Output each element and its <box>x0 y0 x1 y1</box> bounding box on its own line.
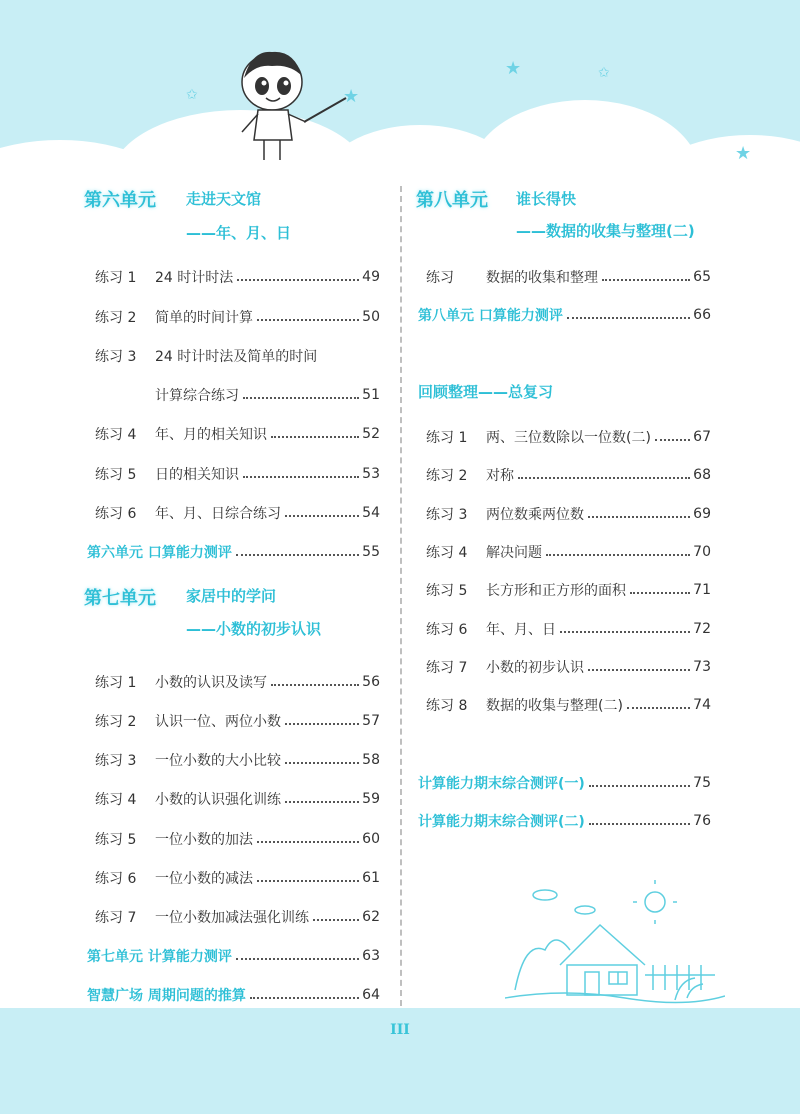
toc-row[interactable]: 练习 1 小数的认识及读写 56 <box>95 674 380 691</box>
star-icon: ✩ <box>598 65 610 81</box>
toc-row[interactable]: 练习 5 日的相关知识 53 <box>95 466 380 483</box>
unit6-subtitle: ——年、月、日 <box>186 224 292 242</box>
toc-row[interactable]: 练习 4 解决问题 70 <box>426 544 711 561</box>
column-divider <box>400 186 402 1006</box>
page-number: III <box>390 1022 410 1038</box>
boy-with-pointer-icon <box>222 40 352 170</box>
toc-row[interactable]: 练习 数据的收集和整理 65 <box>426 269 711 286</box>
toc-row[interactable]: 练习 5 长方形和正方形的面积 71 <box>426 582 711 599</box>
toc-row[interactable]: 练习 6 年、月、日综合练习 54 <box>95 505 380 522</box>
star-icon: ✩ <box>186 87 198 103</box>
unit7-title: 第七单元 <box>84 588 156 609</box>
toc-review-row[interactable]: 第七单元 计算能力测评 63 <box>87 948 380 965</box>
toc-row[interactable]: 练习 2 认识一位、两位小数 57 <box>95 713 380 730</box>
toc-row[interactable]: 练习 6 一位小数的减法 61 <box>95 870 380 887</box>
toc-review-row[interactable]: 第八单元 口算能力测评 66 <box>418 307 711 324</box>
unit8-title: 第八单元 <box>416 190 488 211</box>
unit8-subtitle: ——数据的收集与整理(二) <box>516 222 695 240</box>
toc-review-row[interactable]: 第六单元 口算能力测评 55 <box>87 544 380 561</box>
toc-row[interactable]: 练习 4 小数的认识强化训练 59 <box>95 791 380 808</box>
toc-row[interactable]: 练习 4 年、月的相关知识 52 <box>95 426 380 443</box>
unit7-name: 家居中的学问 <box>186 587 277 605</box>
toc-row[interactable]: 练习 2 简单的时间计算 50 <box>95 309 380 326</box>
toc-row[interactable]: 练习 1 两、三位数除以一位数(二) 67 <box>426 429 711 446</box>
toc-row[interactable]: 练习 6 年、月、日 72 <box>426 621 711 638</box>
toc-row[interactable]: 练习 7 小数的初步认识 73 <box>426 659 711 676</box>
unit7-subtitle: ——小数的初步认识 <box>186 620 322 638</box>
review-section-title: 回顾整理——总复习 <box>418 383 554 401</box>
toc-row[interactable]: 练习 8 数据的收集与整理(二) 74 <box>426 697 711 714</box>
star-icon: ★ <box>505 58 522 79</box>
toc-row-continued[interactable]: 计算综合练习 51 <box>155 387 380 404</box>
toc-final-row[interactable]: 计算能力期末综合测评(一) 75 <box>418 775 711 792</box>
unit6-title: 第六单元 <box>84 190 156 211</box>
toc-row[interactable]: 练习 3 24 时计时法及简单的时间 <box>95 349 318 365</box>
toc-row[interactable]: 练习 3 两位数乘两位数 69 <box>426 506 711 523</box>
star-icon: ★ <box>343 86 360 107</box>
toc-row[interactable]: 练习 7 一位小数加减法强化训练 62 <box>95 909 380 926</box>
toc-extra-row[interactable]: 智慧广场 周期问题的推算 64 <box>87 987 380 1004</box>
toc-row[interactable]: 练习 5 一位小数的加法 60 <box>95 831 380 848</box>
toc-row[interactable]: 练习 2 对称 68 <box>426 467 711 484</box>
toc-final-row[interactable]: 计算能力期末综合测评(二) 76 <box>418 813 711 830</box>
star-icon: ★ <box>735 143 752 164</box>
toc-row[interactable]: 练习 3 一位小数的大小比较 58 <box>95 752 380 769</box>
unit8-name: 谁长得快 <box>516 190 577 208</box>
toc-row[interactable]: 练习 1 24 时计时法 49 <box>95 269 380 286</box>
unit6-name: 走进天文馆 <box>186 190 262 208</box>
house-sketch-icon <box>505 880 725 1005</box>
